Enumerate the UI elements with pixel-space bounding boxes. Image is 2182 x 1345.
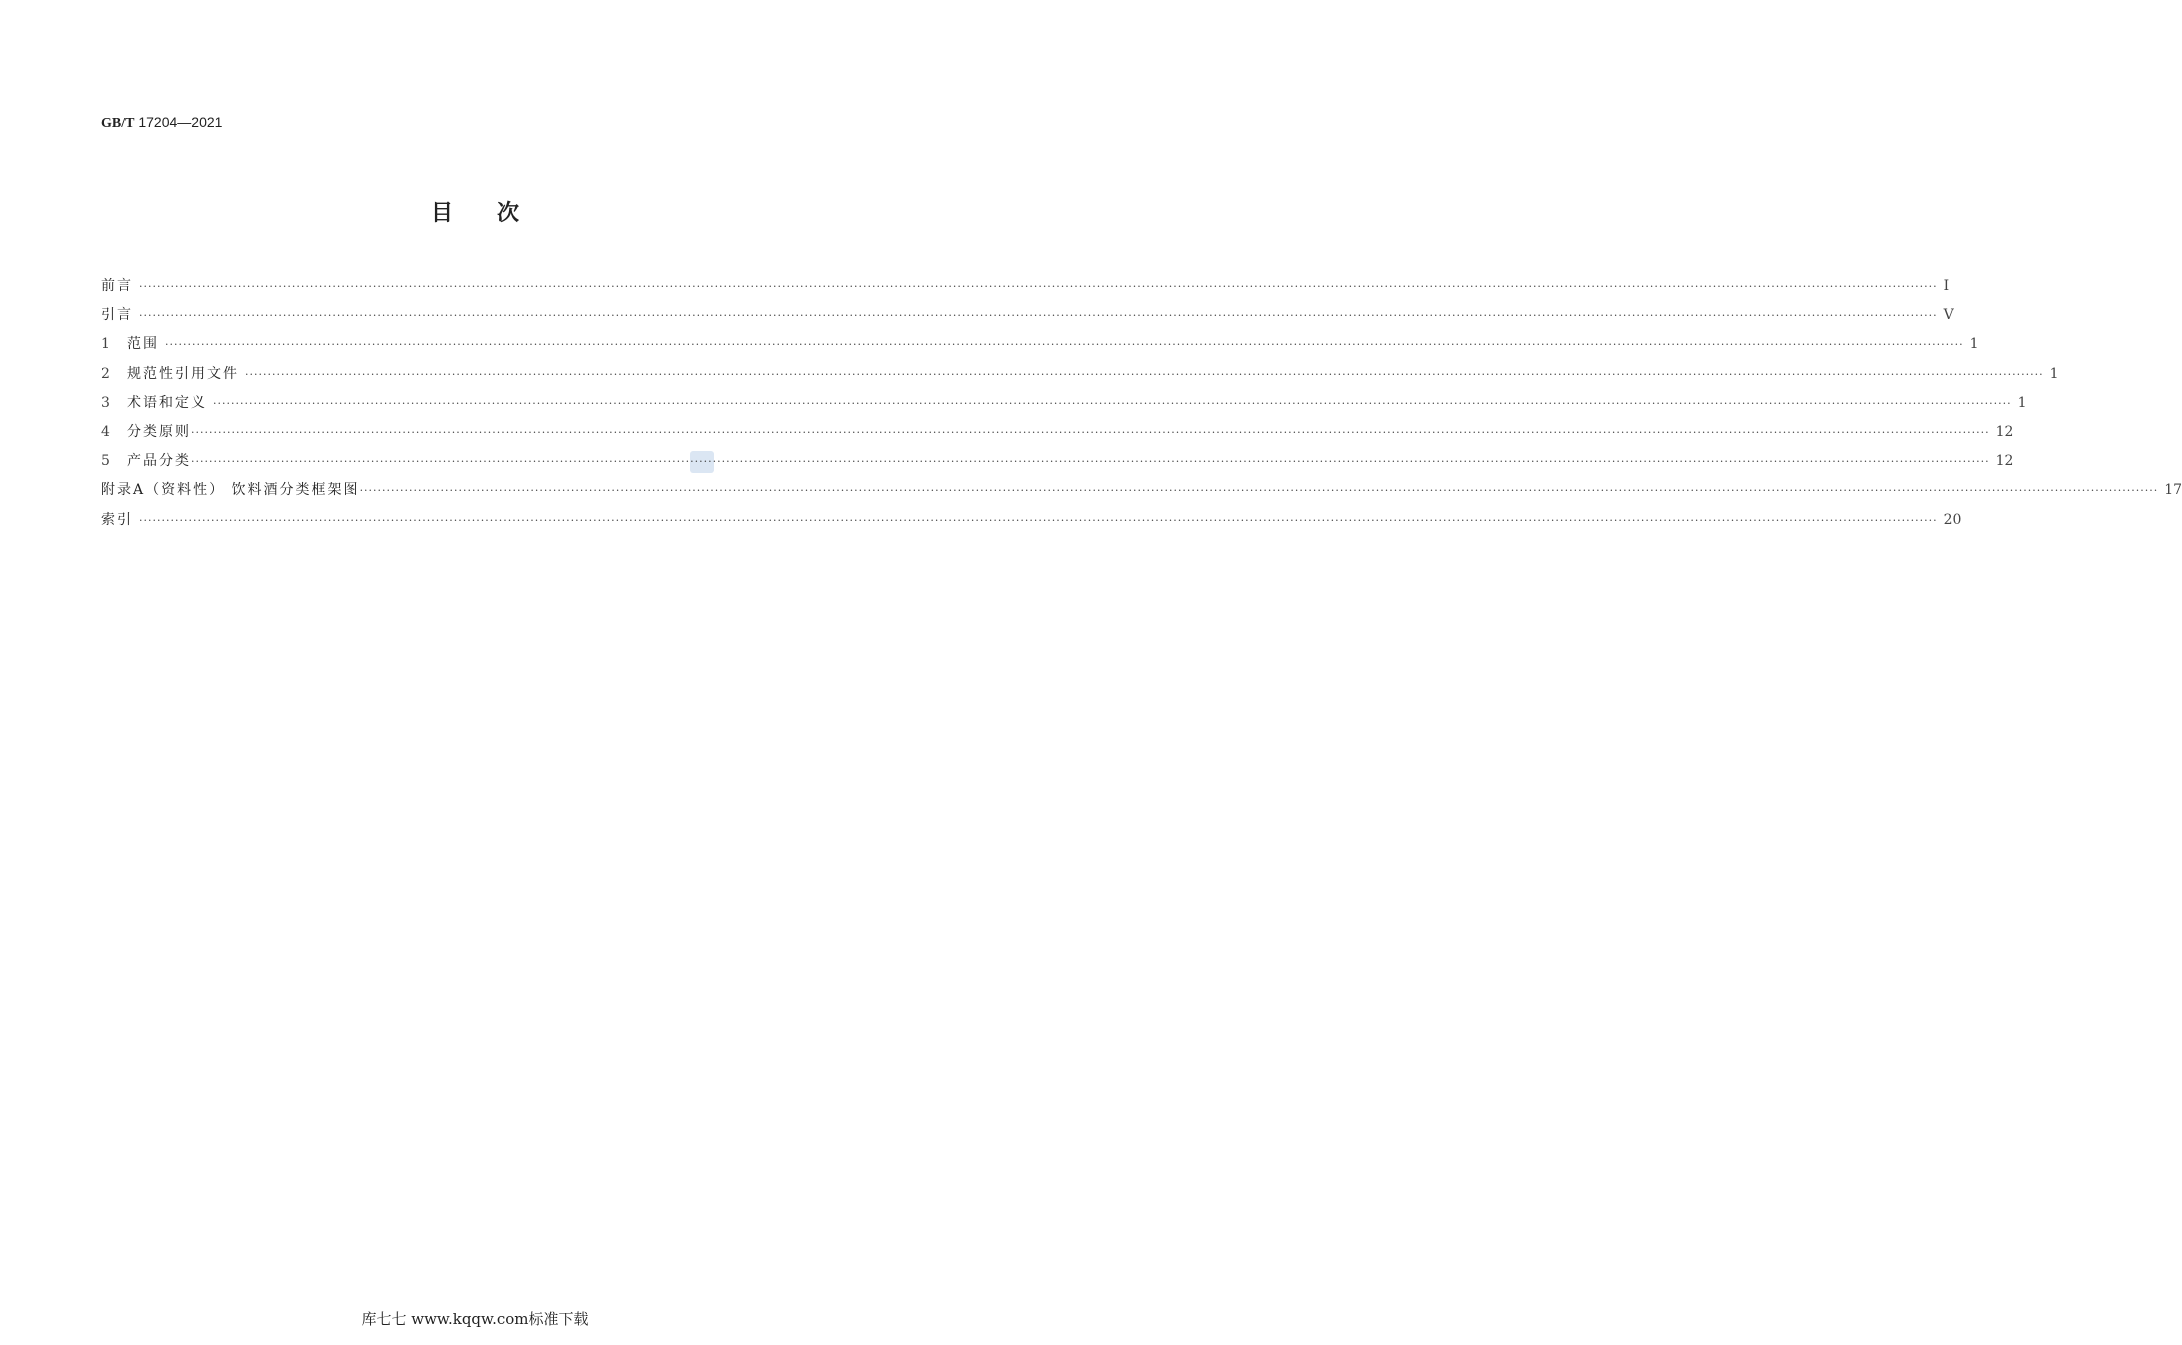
leader-dots: ················································································································································································································································································································································································································ xyxy=(191,425,1990,439)
toc-page: 1 xyxy=(2049,365,2059,382)
footer-text: 库七七 www.kqqw.com标准下载 xyxy=(361,1310,589,1328)
toc-number: 4 xyxy=(101,423,110,440)
toc-entry[interactable] xyxy=(101,304,1954,333)
toc-page: 12 xyxy=(1995,453,2014,470)
leader-dots: ················································································································································································································································································································································································································ xyxy=(245,367,2044,381)
toc-page: 20 xyxy=(1943,511,1962,528)
toc-page: 17 xyxy=(2164,482,2182,499)
toc-page: Ⅴ xyxy=(1943,307,1954,324)
toc-number: 3 xyxy=(101,394,110,411)
toc-page: 1 xyxy=(1969,336,1979,353)
toc-number: 5 xyxy=(101,453,110,470)
toc-label: 引言 xyxy=(101,307,133,324)
leader-dots: ················································································································································································································································································································································································································ xyxy=(165,338,1964,352)
toc-label: 附录A（资料性） 饮料酒分类框架图 xyxy=(101,482,360,499)
toc-label: 规范性引用文件 xyxy=(127,365,239,382)
leader-dots: ················································································································································································································································································································································································································ xyxy=(139,513,1938,527)
toc-label: 索引 xyxy=(101,511,133,528)
toc-number: 1 xyxy=(101,336,110,353)
toc-entry[interactable] xyxy=(101,450,2014,479)
leader-dots: ················································································································································································································································································································································································································ xyxy=(139,280,1938,293)
toc-label: 术语和定义 xyxy=(127,394,207,411)
standard-prefix: GB/T xyxy=(101,116,135,131)
standard-code xyxy=(101,114,222,132)
leader-dots: ················································································································································································································································································································································································································ xyxy=(139,309,1938,323)
toc-entry[interactable] xyxy=(101,275,1950,304)
leader-dots: ················································································································································································································································································································································································································ xyxy=(359,484,2159,498)
toc-entry[interactable] xyxy=(101,479,2182,508)
toc-entry[interactable] xyxy=(101,421,2014,450)
table-of-contents xyxy=(101,275,2182,538)
toc-page: 12 xyxy=(1995,423,2014,440)
standard-number: 17204—2021 xyxy=(138,114,223,130)
toc-page: 1 xyxy=(2017,394,2027,411)
toc-entry[interactable] xyxy=(101,392,2027,421)
toc-label: 产品分类 xyxy=(127,453,191,470)
toc-label: 范围 xyxy=(127,336,159,353)
toc-number: 2 xyxy=(101,365,110,382)
toc-page: Ⅰ xyxy=(1943,278,1950,294)
toc-entry[interactable] xyxy=(101,509,1962,538)
leader-dots: ················································································································································································································································································································································································································ xyxy=(191,455,1990,469)
toc-label: 分类原则 xyxy=(127,423,191,440)
leader-dots: ················································································································································································································································································································································································································ xyxy=(213,396,2012,410)
toc-label: 前言 xyxy=(101,278,133,294)
toc-entry[interactable] xyxy=(101,333,1979,362)
toc-entry[interactable] xyxy=(101,363,2059,392)
page-title: 目次 xyxy=(430,201,563,226)
